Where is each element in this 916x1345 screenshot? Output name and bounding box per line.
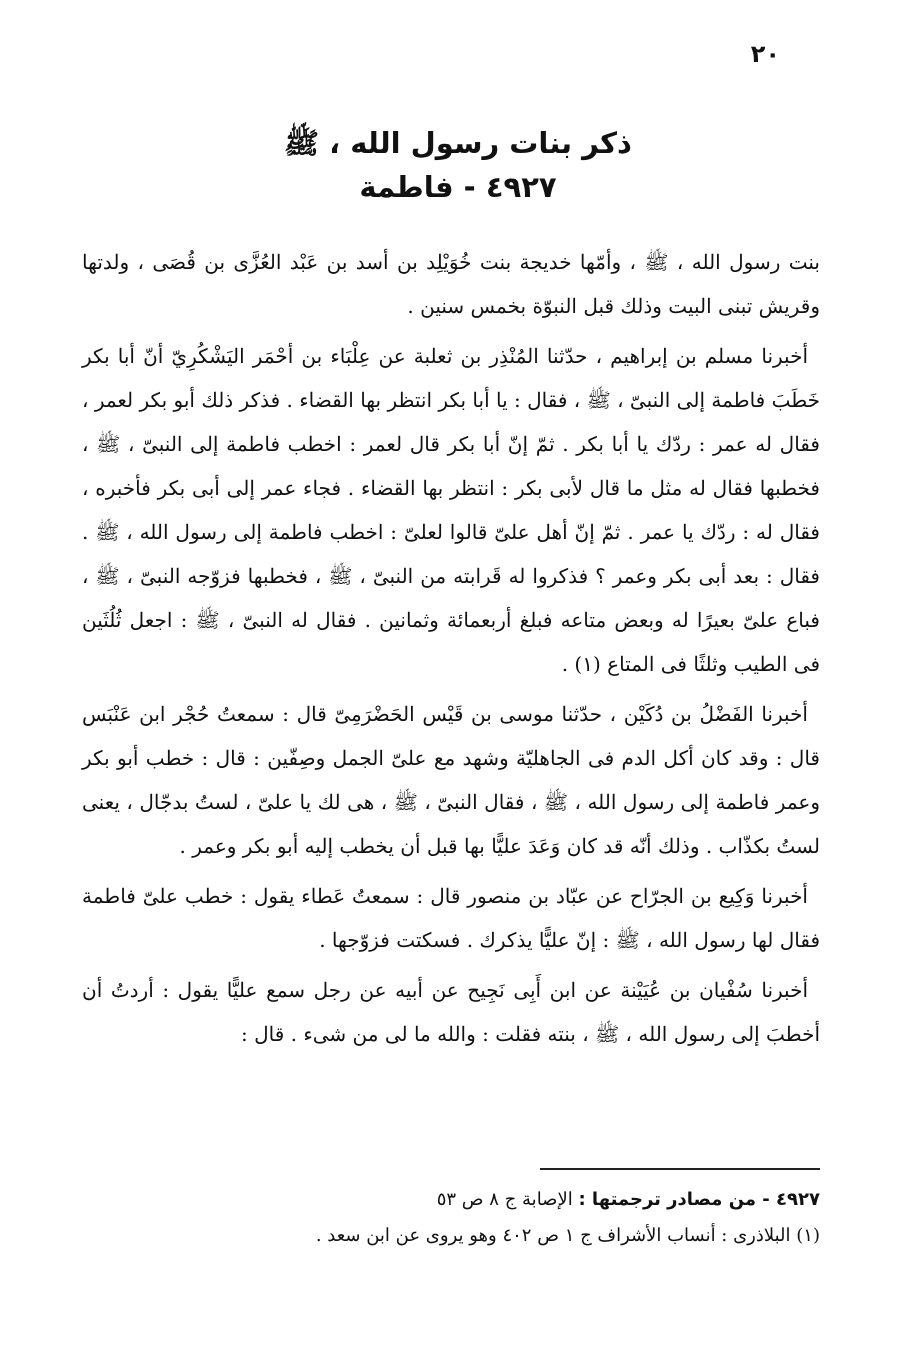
entry-title: ٤٩٢٧ - فاطمة	[359, 170, 557, 204]
footnote-divider	[540, 1168, 820, 1170]
page-number: ٢٠	[750, 40, 780, 68]
footnotes	[82, 1182, 820, 1254]
paragraph: أخبرنا الفَضْلُ بن دُكَيْن ، حدّثنا موسى بن قَيْس الحَضْرَمِىّ قال : سمعتُ حُجْر ابن عَنْبَس قال : وقد كان أكل الدم فى الجاهليّة وشهد مع علىّ الجمل وصِفّين : قال : خطب أبو بكر وعمر فاطمة إلى رسول الله ، ﷺ ، فقال النبىّ ، ﷺ ، هى لك يا علىّ ، لستُ بدجّال ، يعنى لستُ بكذّاب . وذلك أنّه قد كان وَعَدَ عليًّا بها قبل أن يخطب إليه أبو بكر وعمر .	[82, 702, 820, 858]
body-text	[82, 240, 820, 1062]
footnote-1: (١) البلاذرى : أنساب الأشراف ج ١ ص ٤٠٢ وهو يروى عن ابن سعد .	[315, 1225, 820, 1246]
paragraph: أخبرنا سُفْيان بن عُيَيْنة عن ابن أَبِى نَجِيح عن أبيه عن رجل سمع عليًّا يقول : أردتُ أن أخطبَ إلى رسول الله ، ﷺ ، بنته فقلت : والله ما لى من شىء . قال :	[82, 978, 820, 1046]
footnote-sources-label: ٤٩٢٧ - من مصادر ترجمتها :	[578, 1189, 820, 1210]
paragraph: بنت رسول الله ، ﷺ ، وأمّها خديجة بنت خُوَيْلِد بن أسد بن عَبْد العُزَّى بن قُصَى ، ولدتها وقريش تبنى البيت وذلك قبل النبوّة بخمس سنين .	[82, 250, 820, 318]
paragraph: أخبرنا مسلم بن إبراهيم ، حدّثنا المُنْذِر بن ثعلبة عن عِلْبَاء بن أحْمَر اليَشْكُرِيّ أنّ أبا بكر خَطَبَ فاطمة إلى النبىّ ، ﷺ ، فقال : يا أبا بكر انتظر بها القضاء . فذكر ذلك أبو بكر لعمر ، فقال له عمر : ردّك يا أبا بكر . ثمّ إنّ أبا بكر قال لعمر : اخطب فاطمة إلى النبىّ ، ﷺ ، فخطبها فقال له مثل ما قال لأبى بكر : انتظر بها القضاء . فجاء عمر إلى أبى بكر فأخبره ، فقال له : ردّك يا عمر . ثمّ إنّ أهل علىّ قالوا لعلىّ : اخطب فاطمة إلى رسول الله ، ﷺ . فقال : بعد أبى بكر وعمر ؟ فذكروا له قَرابته من النبىّ ، ﷺ ، فخطبها فزوّجه النبىّ ، ﷺ ، فباع علىّ بعيرًا له وبعض متاعه فبلغ أربعمائة وثمانين . فقال له النبىّ ، ﷺ : اجعل ثُلُثَين فى الطيب وثلثًا فى المتاع (١) .	[82, 344, 820, 676]
footnote-sources	[82, 1182, 820, 1218]
paragraph: أخبرنا وَكِيع بن الجرّاح عن عبّاد بن منصور قال : سمعتُ عَطاء يقول : خطب علىّ فاطمة فقال لها رسول الله ، ﷺ : إنّ عليًّا يذكرك . فسكتت فزوّجها .	[82, 884, 820, 952]
section-title: ذكر بنات رسول الله ، ﷺ	[284, 126, 632, 160]
footnote-sources-text: الإصابة ج ٨ ص ٥٣	[436, 1189, 573, 1210]
